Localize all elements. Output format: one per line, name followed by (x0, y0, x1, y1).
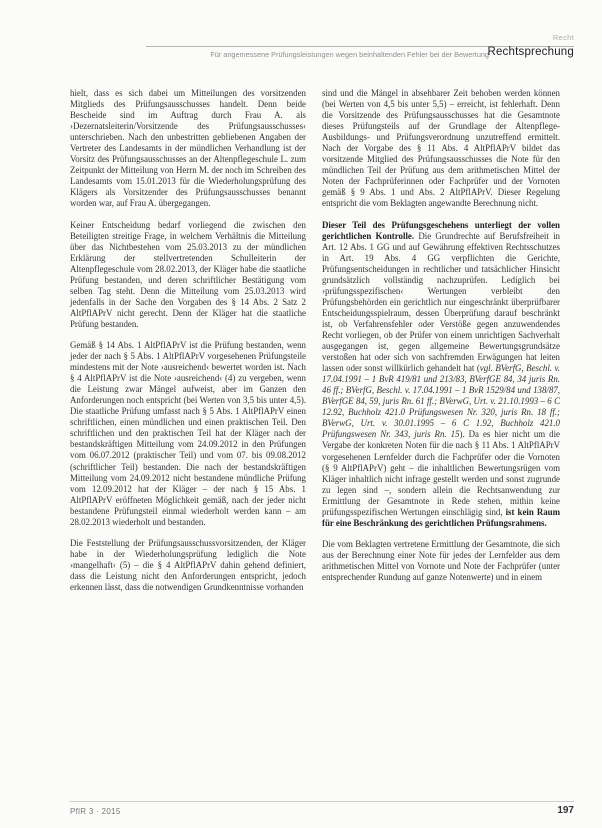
journal-issue: PflR 3 · 2015 (70, 807, 121, 816)
paragraph: Gemäß § 14 Abs. 1 AltPflAPrV ist die Prüfung bestanden, wenn jeder der nach § 5 Abs. 1 AltPflAPrV vorgesehenen Prüfungsteile mindestens mit der Note ›ausreichend‹ bewertet worden ist. Nach § 4 AltPflAPrV ist die Note ›ausreichend‹ (4) zu vergeben, wenn die Leistung zwar Mängel aufweist, aber im Ganzen den Anforderungen noch entspricht (bei Werten von 3,5 bis unter 4,5). Die staatliche Prüfung umfasst nach § 5 Abs. 1 AltPflAPrV einen schriftlichen, einen mündlichen und einen praktischen Teil. Den schriftlichen und den praktischen Teil hat der Kläger nach der bestandskräftigen Mitteilung vom 24.09.2012 in den Prüfungen vom 06.07.2012 (praktischer Teil) und vom 07. bis 09.08.2012 (schriftlicher Teil) bestanden. Die nach der bestandskräftigen Mitteilung vom 24.09.2012 nicht bestandene mündliche Prüfung vom 12.09.2012 hat der Kläger – der nach § 15 Abs. 1 AltPflAPrV eröffneten Möglichkeit gemäß, nach der jeder nicht bestandene Prüfungsteil einmal wiederholt werden kann – am 28.02.2013 wiederholt und bestanden. (70, 339, 306, 527)
left-column (70, 88, 306, 603)
page-footer (0, 793, 602, 823)
paragraph-mixed (322, 220, 560, 529)
paragraph: sind und die Mängel in absehbarer Zeit behoben werden können (bei Werten von 4,5 bis unter 5,5) – erreicht, ist fehlerhaft. Denn die Vorsitzende des Prüfungsausschusses hat die Gesamtnote dieses Prüfungsteils auf der Grundlage der Altenpflege-Ausbildungs- und Prüfungsverordnung unzutreffend ermittelt. Nach der Vorgabe des § 11 Abs. 4 AltPflAPrV bildet das vorsitzende Mitglied des Prüfungsausschusses die Note für den mündlichen Teil der Prüfung aus dem arithmetischen Mittel der Noten der Fachprüferinnen oder Fachprüfer und der Vornoten gemäß § 9 Abs. 1 und Abs. 2 AltPflAPrV. Dieser Regelung entspricht die vom Beklagten angewandte Berechnung nicht. (322, 88, 560, 209)
paragraph: Die vom Beklagten vertretene Ermittlung der Gesamtnote, die sich aus der Berechnung einer Note für jedes der Lernfelder aus dem arithmetischen Mittel von Vornote und Note der Fachprüfer (unter entsprechender Rundung auf ganze Notenwerte) und in einem (322, 538, 560, 582)
bold-lead: Dieser Teil des Prüfungsgeschehens unterliegt der vollen gerichtlichen Kontrolle. (322, 219, 560, 241)
paragraph: hielt, dass es sich dabei um Mitteilungen des vorsitzenden Mitglieds des Prüfungsausschusses handelt. Denn beide Bescheide sind im Auftrag durch Frau A. als ›Dezernatsleiterin/Vorsitzende des Prüfungsausschusses‹ unterschrieben. Nach den unbestritten gebliebenen Angaben der Vertreter des Landesamts in der mündlichen Verhandlung ist der Vorsitz des Prüfungsausschusses an der Altenpflegeschule L. zum Zeitpunkt der Mitteilung von Herrn M. der noch im Schreiben des Landesamts vom 15.01.2013 für die Wiederholungsprüfung des Klägers als Vorsitzender des Prüfungsausschusses benannt worden war, auf Frau A. übergegangen. (70, 88, 306, 209)
section-label: Recht (552, 33, 574, 42)
paragraph: Die Feststellung der Prüfungsausschussvorsitzenden, der Kläger habe in der Wiederholungsprüfung lediglich die Note ›mangelhaft‹ (5) – die § 4 AltPflAPrV dahin gehend definiert, dass die Leistung nicht den Anforderungen entspricht, jedoch erkennen lässt, dass die notwendigen Grundkenntnisse vorhanden (70, 537, 306, 592)
paragraph: Keiner Entscheidung bedarf vorliegend die zwischen den Beteiligten streitige Frage, in welchem Verhältnis die Mitteilung über das Nichtbestehen vom 25.03.2013 zu der mündlichen Erklärung der stellvertretenden Schulleiterin der Altenpflegeschule vom 28.02.2013, der Kläger habe die staatliche Prüfung bestanden, und deren schriftlicher Bestätigung vom selben Tag steht. Denn die Mitteilung vom 25.03.2013 wird jedenfalls in der Sache den Vorgaben des § 14 Abs. 2 Satz 2 AltPflAPrV nicht gerecht. Denn der Kläger hat die staatliche Prüfung bestanden. (70, 219, 306, 329)
running-title: Für angemessene Prüfungsleistungen wegen beinhaltenden Fehler bei der Bewertung (210, 50, 489, 59)
page-number: 197 (557, 805, 574, 816)
right-column (322, 88, 560, 593)
page-header (0, 22, 602, 70)
text-run: ). Da es hier nicht um die Vergabe der konkreten Noten für die nach § 11 Abs. 1 AltPflAPrV vorgesehenen Lernfelder durch die Fachprüfer oder die Vornoten (§ 9 AltPflAPrV) geht – die inhaltlichen Bewertungsrügen vom Kläger inhaltlich nicht infrage gestellt werden und sonst zugrunde zu legen sind –, sondern allein die Rechtsanwendung zur Ermittlung der Gesamtnote in Rede stehen, mithin keine prüfungsspezifischen Wertungen einschlägig sind, (322, 429, 560, 517)
footer-rule (70, 801, 574, 802)
citation: vgl. BVerfG, Beschl. v. 17.04.1991 – 1 BvR 419/81 und 213/83, BVerfGE 84, 34 juris Rn. 46 ff.; BVerfG, Beschl. v. 17.04.1991 – 1 BvR 1529/84 und 138/87, BVerfGE 84, 59, juris Rn. 61 ff.; BVerwG, Urt. v. 21.10.1993 – 6 C 12.92, Buchholz 421.0 Prüfungswesen Nr. 320, juris Rn. 18 ff.; BVerwG, Urt. v. 30.01.1995 – 6 C 1.92, Buchholz 421.0 Prüfungswesen Nr. 343, juris Rn. 15 (322, 363, 560, 440)
text-run: Die Grundrechte auf Berufsfreiheit in Art. 12 Abs. 1 GG und auf Gewährung effektiven Rechtsschutzes in Art. 19 Abs. 4 GG verpflichten die Gerichte, Prüfungsentscheidungen in rechtlicher und tatsächlicher Hinsicht grundsätzlich vollständig nachzuprüfen. Lediglich bei ›prüfungsspezifischen‹ Wertungen verbleibt den Prüfungsbehörden ein gerichtlich nur eingeschränkt überprüfbarer Entscheidungsspielraum, dessen Überprüfung darauf beschränkt ist, ob Verfahrensfehler oder Verstöße gegen anzuwendendes Recht vorliegen, ob der Prüfer von einem unrichtigen Sachverhalt ausgegangen ist, gegen allgemeine Bewertungsgrundsätze verstoßen hat oder sich von sachfremden Erwägungen hat leiten lassen oder sonst willkürlich gehandelt hat ( (322, 230, 560, 374)
bold-conclusion: ist kein Raum für eine Beschränkung des gerichtlichen Prüfungsrahmens. (322, 506, 561, 528)
ressort-title: Rechtsprechung (487, 46, 574, 58)
